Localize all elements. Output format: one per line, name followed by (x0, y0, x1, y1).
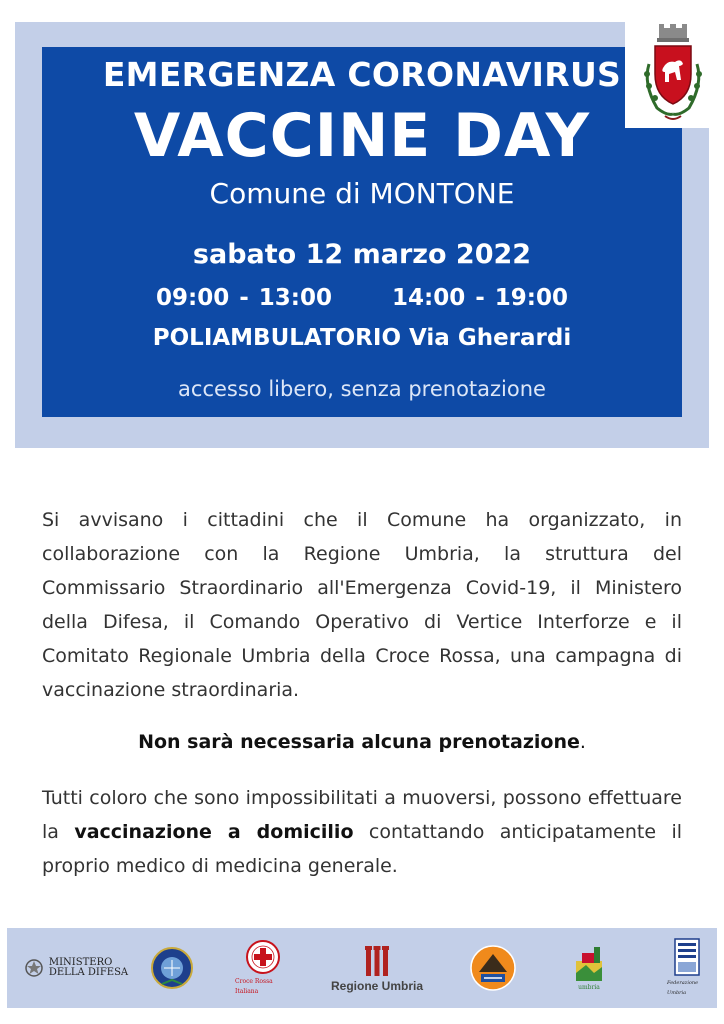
header-hours (42, 285, 682, 311)
anci-caption: umbria (578, 984, 600, 991)
announcement-paragraph: Si avvisano i cittadini che il Comune ha organizzato, in collaborazione con la Regione Umbria, la struttura del Commissario Straordinario all'Emergenza Covid-19, il Ministero della Difesa, il Comando Operativo di Vertice Interforze e il Comitato Regionale Umbria della Croce Rossa, una campagna di vaccinazione straordinaria. (42, 509, 682, 701)
home-vaccination-emphasis: vaccinazione a domicilio (74, 821, 354, 843)
header-panel (42, 47, 682, 417)
logo-regione-umbria (315, 936, 439, 1000)
header-location: POLIAMBULATORIO Via Gherardi (152, 325, 572, 351)
anci-protezione-civile-icon (469, 944, 517, 992)
partner-logos-footer (7, 928, 717, 1008)
logo-coi (149, 936, 195, 1000)
no-booking-period: . (579, 731, 586, 753)
logo-ministero-difesa (21, 936, 131, 1000)
umbria-flag-icon (364, 946, 390, 978)
hours-morning: 09:00 - 13:00 (156, 285, 332, 311)
header-main-title: VACCINE DAY (133, 101, 591, 171)
umbria-caption: Regione Umbria (330, 978, 423, 993)
coi-emblem-icon (150, 946, 194, 990)
municipal-crest (625, 18, 721, 128)
header-access-note: accesso libero, senza prenotazione (178, 377, 546, 401)
logo-anci-umbria (569, 936, 609, 1000)
cri-caption: Croce Rossa Italiana (235, 978, 273, 995)
no-booking-notice (42, 725, 682, 759)
red-cross-icon (245, 939, 281, 975)
home-vaccination-outro: contattando anticipatamente il proprio medico di medicina generale. (42, 821, 682, 877)
home-vaccination-paragraph (42, 781, 682, 883)
anci-umbria-icon (572, 943, 606, 983)
ministero-line2: DELLA DIFESA (48, 967, 129, 978)
header-municipality: Comune di MONTONE (209, 177, 515, 210)
logo-croce-rossa (235, 936, 291, 1000)
home-vaccination-intro: Tutti coloro che sono impossibilitati a muoversi, possono effettuare la (42, 787, 682, 843)
logo-anci-protezione-civile (467, 936, 519, 1000)
federsanita-icon (674, 938, 700, 976)
header-emergency-title: EMERGENZA CORONAVIRUS (102, 55, 622, 94)
no-booking-text: Non sarà necessaria alcuna prenotazione (138, 731, 580, 753)
italian-emblem-icon (24, 957, 44, 979)
logo-federsanita (667, 936, 707, 1000)
fed-caption: Federazione Umbria (667, 980, 699, 996)
header-date: sabato 12 marzo 2022 (192, 239, 532, 270)
montone-crest-icon (637, 24, 709, 124)
hours-afternoon: 14:00 - 19:00 (392, 285, 568, 311)
ministero-line1: MINISTERO (48, 957, 113, 968)
